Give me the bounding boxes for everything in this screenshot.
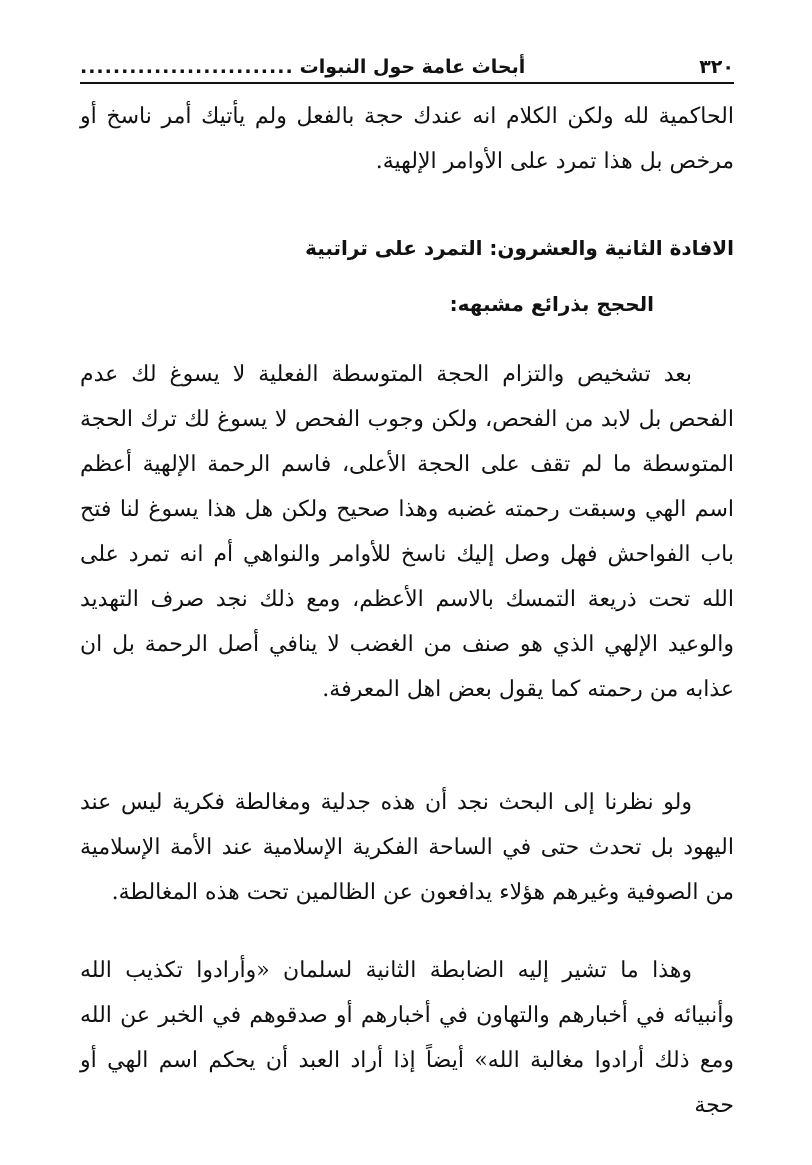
paragraph-1: الحاكمية لله ولكن الكلام انه عندك حجة بالفعل ولم يأتيك أمر ناسخ أو مرخص بل هذا تمرد على الأوامر الإلهية.	[80, 104, 734, 174]
book-title: أبحاث عامة حول النبوات	[299, 56, 526, 78]
leader-dots: ..........................	[80, 56, 294, 78]
page-number: ٣٢٠	[699, 56, 734, 78]
paragraph-3: ولو نظرنا إلى البحث نجد أن هذه جدلية ومغالطة فكرية ليس عند اليهود بل تحدث حتى في الساحة الفكرية الإسلامية عند الأمة الإسلامية من الصوفية وغيرهم هؤلاء يدافعون عن الظالمين تحت هذه المغالطة.	[80, 790, 734, 905]
paragraph-4: وهذا ما تشير إليه الضابطة الثانية لسلمان «وأرادوا تكذيب الله وأنبيائه في أخبارهم والتهاون في أخبارهم أو صدقوهم في الخبر عن الله ومع ذلك أرادوا مغالبة الله» أيضاً إذا أراد العبد أن يحكم اسم الهي أو حجة	[80, 958, 734, 1118]
paragraph-2: بعد تشخيص والتزام الحجة المتوسطة الفعلية لا يسوغ لك عدم الفحص بل لابد من الفحص، ولكن وجوب الفحص لا يسوغ لك ترك الحجة المتوسطة ما لم تقف على الحجة الأعلى، فاسم الرحمة الإلهية أعظم اسم الهي وسبقت رحمته غضبه وهذا صحيح ولكن هل هذا يسوغ لنا فتح باب الفواحش فهل وصل إليك ناسخ للأوامر والنواهي أم انه تمرد على الله تحت ذريعة التمسك بالاسم الأعظم، ومع ذلك نجد صرف التهديد والوعيد الإلهي الذي هو صنف من الغضب لا ينافي أصل الرحمة بل ان عذابه من رحمته كما يقول بعض اهل المعرفة.	[80, 362, 734, 702]
section-heading: الافادة الثانية والعشرون: التمرد على تراتبية	[305, 236, 734, 260]
header-title-wrap	[80, 56, 525, 78]
section-heading-continued: الحجج بذرائع مشبهه:	[449, 292, 654, 316]
running-header	[80, 44, 734, 84]
